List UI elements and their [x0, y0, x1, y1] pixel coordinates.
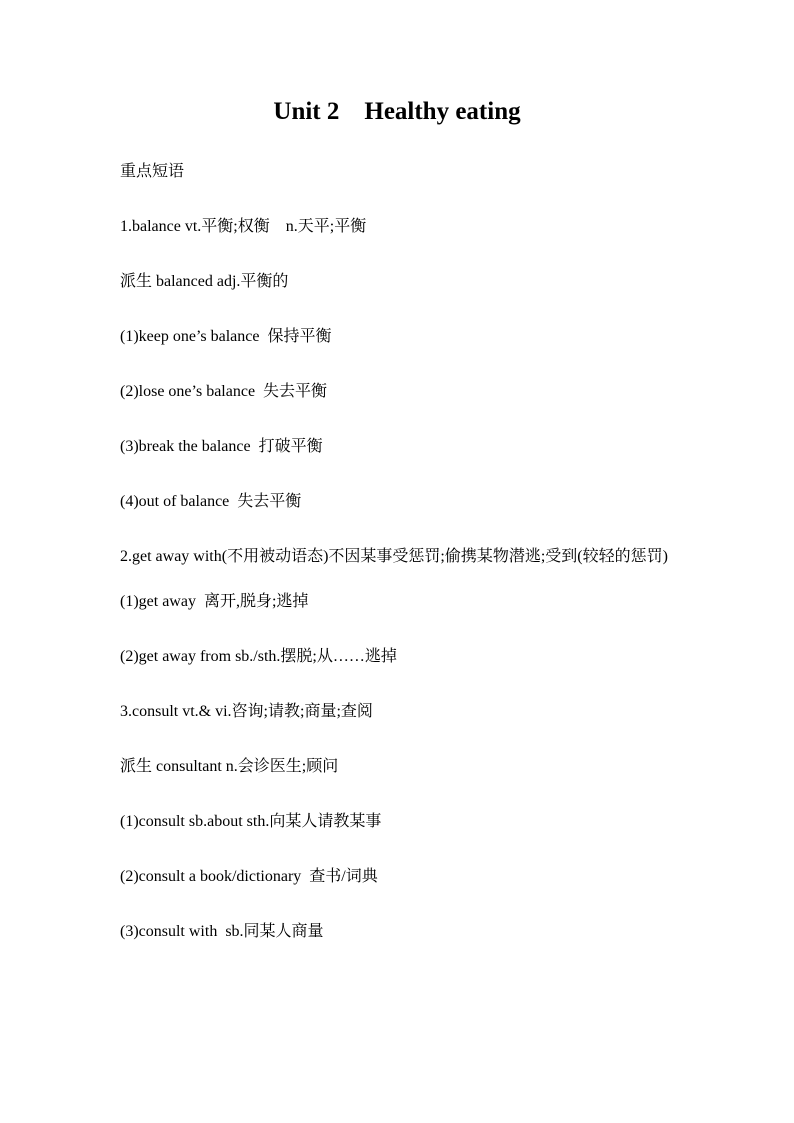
phrase-keep-balance: (1)keep one’s balance 保持平衡 [120, 328, 332, 345]
entry-balance: 1.balance vt.平衡;权衡 n.天平;平衡 [120, 218, 367, 235]
phrase-get-away: (1)get away 离开,脱身;逃掉 [120, 593, 309, 610]
phrase-break-balance: (3)break the balance 打破平衡 [120, 438, 323, 455]
phrase-lose-balance: (2)lose one’s balance 失去平衡 [120, 383, 328, 400]
phrase-out-of-balance: (4)out of balance 失去平衡 [120, 493, 302, 510]
section-heading: 重点短语 [120, 163, 185, 180]
derivative-consultant: 派生 consultant n.会诊医生;顾问 [120, 758, 339, 775]
derivative-balanced: 派生 balanced adj.平衡的 [120, 273, 289, 290]
entry-consult: 3.consult vt.& vi.咨询;请教;商量;查阅 [120, 703, 373, 720]
vocabulary-content [120, 160, 680, 975]
phrase-consult-book: (2)consult a book/dictionary 查书/词典 [120, 868, 378, 885]
entry-get-away-with: 2.get away with(不用被动语态)不因某事受惩罚;偷携某物潜逃;受到(较轻的惩罚) [120, 548, 668, 565]
phrase-consult-with: (3)consult with sb.同某人商量 [120, 923, 324, 940]
phrase-consult-about: (1)consult sb.about sth.向某人请教某事 [120, 813, 382, 830]
phrase-get-away-from: (2)get away from sb./sth.摆脱;从……逃掉 [120, 648, 397, 665]
page-title: Unit 2 Healthy eating [273, 98, 521, 125]
